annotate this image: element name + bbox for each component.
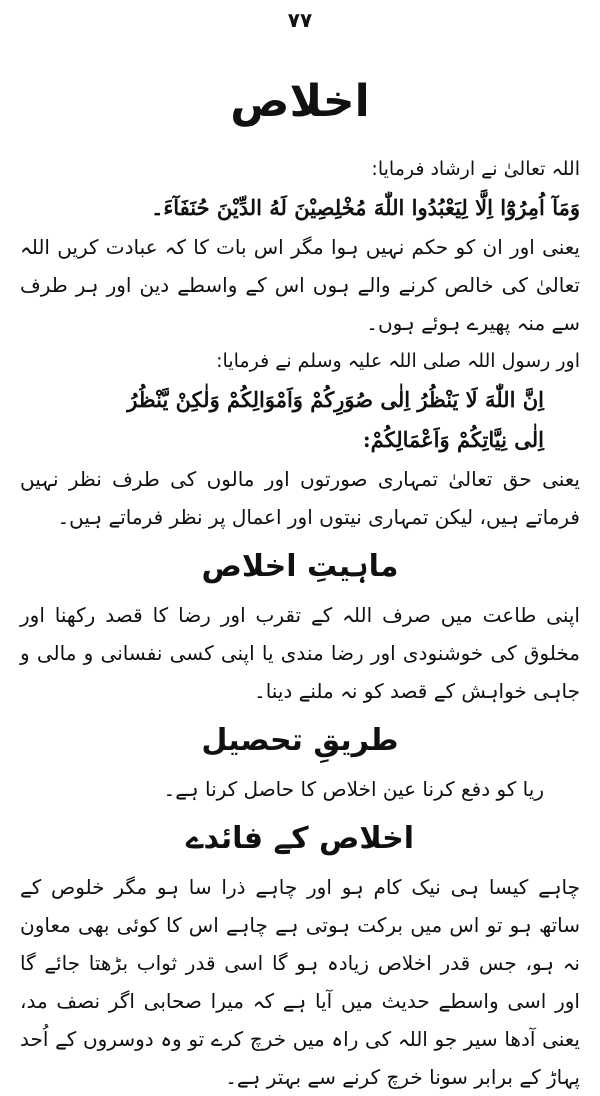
benefits-paragraph: چاہے کیسا ہی نیک کام ہو اور چاہے ذرا سا ہو مگر خلوص کے ساتھ ہو تو اس میں برکت ہوتی ہے چاہے اس کا کوئی بھی معاون نہ ہو، جس قدر اخلاص زیادہ ہو گا اسی قدر ثواب بڑھتا جائے گا اور اسی واسطے حدیث میں آیا ہے کہ میرا صحابی اگر نصف مد، یعنی آدھا سیر جو اللہ کی راہ میں خرچ کرے تو وہ دوسروں کے اُحد پہاڑ کے برابر سونا خرچ کرنے سے بہتر ہے۔ [20, 875, 580, 1089]
method-paragraph: ریا کو دفع کرنا عین اخلاص کا حاصل کرنا ہے۔ [163, 777, 544, 801]
section-heading-nature: ماہیتِ اخلاص [201, 549, 399, 584]
page-number: ۷۷ [287, 8, 313, 32]
chapter-title: اخلاص [230, 76, 370, 127]
quran-intro: اللہ تعالیٰ نے ارشاد فرمایا: [371, 158, 580, 180]
quran-verse: وَمَآ اُمِرُوْٓا اِلَّا لِيَعْبُدُوا اللّٰهَ مُخْلِصِيْنَ لَهُ الدِّيْنَ حُنَفَآءَ۔ [151, 195, 580, 220]
nature-paragraph: اپنی طاعت میں صرف اللہ کے تقرب اور رضا کا قصد رکھنا اور مخلوق کی خوشنودی اور رضا مندی یا اپنی کسی نفسانی و مالی و جاہی خواہش کے قصد کو نہ ملنے دینا۔ [20, 603, 580, 703]
verse-translation: یعنی اور ان کو حکم نہیں ہوا مگر اس بات کا کہ عبادت کریں اللہ تعالیٰ کی خالص کرنے والے ہوں اس کے واسطے دین اور ہر طرف سے منہ پھیرے ہوئے ہوں۔ [20, 235, 580, 335]
page-content [20, 72, 580, 1096]
hadith-intro: اور رسول اللہ صلی اللہ علیہ وسلم نے فرمایا: [216, 350, 580, 372]
hadith-line-2: اِلٰى نِيَّاتِكُمْ وَاَعْمَالِكُمْ: [362, 427, 544, 452]
hadith-line-1: اِنَّ اللّٰهَ لَا يَنْظُرُ اِلٰى صُوَرِكُمْ وَاَمْوَالِكُمْ وَلٰكِنْ يَّنْظُرُ [127, 387, 544, 412]
section-heading-method: طریقِ تحصیل [201, 723, 399, 758]
section-heading-benefits: اخلاص کے فائدے [185, 821, 415, 856]
hadith-translation: یعنی حق تعالیٰ تمہاری صورتوں اور مالوں کی طرف نظر نہیں فرماتے ہیں، لیکن تمہاری نیتوں اور اعمال پر نظر فرماتے ہیں۔ [20, 467, 580, 529]
